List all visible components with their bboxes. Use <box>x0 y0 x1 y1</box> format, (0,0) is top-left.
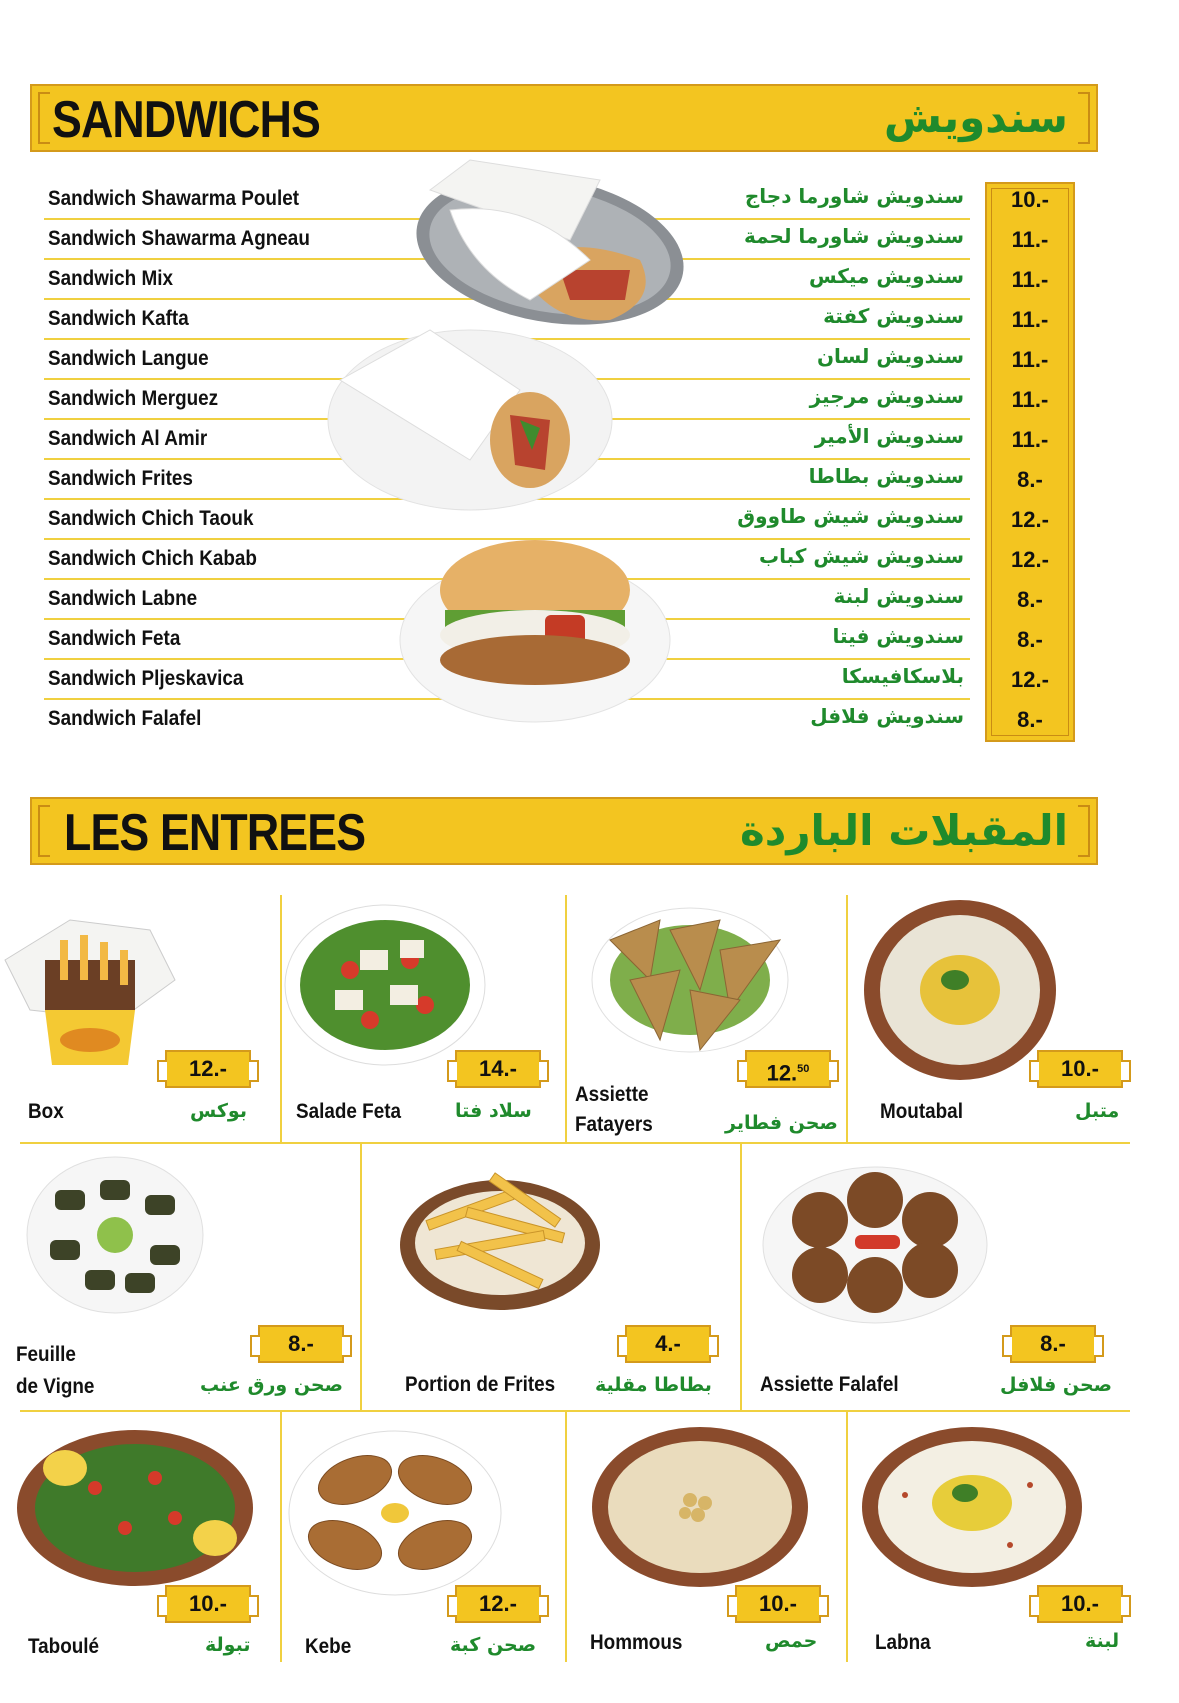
wrap-sandwich-plate-image <box>320 320 620 520</box>
item-name: Labna <box>875 1631 931 1654</box>
item-name: Sandwich Chich Kabab <box>48 547 257 570</box>
falafel-image <box>760 1160 990 1325</box>
item-name-arabic: بلاسكافيسكا <box>841 664 964 688</box>
item-name: Assiette Falafel <box>760 1373 899 1396</box>
price-tag: 4.- <box>625 1325 711 1363</box>
sandwichs-title: SANDWICHS <box>52 91 321 149</box>
item-name-arabic: سندويش مرجيز <box>809 384 964 408</box>
item-price: 8.- <box>1017 707 1043 732</box>
fatayers-image <box>590 900 790 1060</box>
item-name-arabic: بوكس <box>190 1100 247 1122</box>
item-name-arabic: صحن فلافل <box>1000 1374 1113 1396</box>
item-name-arabic: سندويش ميكس <box>808 264 964 288</box>
item-name: Sandwich Pljeskavica <box>48 667 244 690</box>
price-tag: 12.- <box>165 1050 251 1088</box>
item-name: Sandwich Frites <box>48 467 193 490</box>
price-tag: 10.- <box>735 1585 821 1623</box>
item-name-arabic: متبل <box>1075 1100 1120 1122</box>
item-name: Salade Feta <box>296 1100 402 1123</box>
item-name-arabic: لبنة <box>1085 1630 1120 1652</box>
item-name-arabic: سندويش شاورما لحمة <box>744 224 964 248</box>
item-name: Kebe <box>305 1635 352 1658</box>
hommous-image <box>590 1425 810 1590</box>
item-name: Box <box>28 1100 64 1123</box>
item-name-line2: de Vigne <box>16 1375 95 1398</box>
item-name-arabic: صحن كبة <box>450 1634 537 1656</box>
item-name-arabic: تبولة <box>205 1634 251 1656</box>
item-name-line1: Assiette <box>575 1083 649 1106</box>
price-main: 12. <box>766 1060 798 1086</box>
item-price: 11.- <box>1011 227 1049 252</box>
price-tag: 10.- <box>165 1585 251 1623</box>
item-name-arabic: سندويش بطاطا <box>808 464 964 488</box>
price-cents: 50 <box>797 1063 810 1075</box>
price-tag: 12.- <box>455 1585 541 1623</box>
item-name: Sandwich Kafta <box>48 307 189 330</box>
item-name-arabic: حمص <box>765 1630 818 1652</box>
item-price: 8.- <box>1017 467 1043 492</box>
sandwichs-banner <box>30 84 1098 152</box>
grid-divider <box>565 1412 567 1662</box>
item-name: Sandwich Labne <box>48 587 198 610</box>
burger-plate-image <box>395 530 675 730</box>
item-name: Sandwich Shawarma Agneau <box>48 227 310 250</box>
item-price: 8.- <box>1017 587 1043 612</box>
labna-image <box>860 1425 1085 1590</box>
item-name-line1: Feuille <box>16 1343 76 1366</box>
item-price: 11.- <box>1011 347 1049 372</box>
frites-image <box>395 1165 605 1315</box>
grid-divider <box>20 1410 1130 1412</box>
item-price: 11.- <box>1011 267 1049 292</box>
item-name: Sandwich Merguez <box>48 387 219 410</box>
item-name: Sandwich Shawarma Poulet <box>48 187 300 210</box>
item-name: Sandwich Feta <box>48 627 181 650</box>
grid-divider <box>740 1144 742 1410</box>
item-name: Sandwich Al Amir <box>48 427 208 450</box>
item-name: Taboulé <box>28 1635 100 1658</box>
item-name: Moutabal <box>880 1100 963 1123</box>
price-tag: 10.- <box>1037 1585 1123 1623</box>
item-price: 11.- <box>1011 387 1049 412</box>
price-tag: 10.- <box>1037 1050 1123 1088</box>
grid-divider <box>565 895 567 1142</box>
item-price: 11.- <box>1011 427 1049 452</box>
item-price: 11.- <box>1011 307 1049 332</box>
grid-divider <box>846 1412 848 1662</box>
item-name-line2: Fatayers <box>575 1113 653 1136</box>
item-name: Sandwich Langue <box>48 347 209 370</box>
item-name-arabic: سلاد فتا <box>455 1100 532 1122</box>
item-name-arabic: سندويش لبنة <box>833 584 964 608</box>
grid-divider <box>846 895 848 1142</box>
sandwichs-title-arabic: سندويش <box>884 93 1068 142</box>
item-name-arabic: صحن فطاير <box>725 1112 838 1134</box>
item-name: Portion de Frites <box>405 1373 556 1396</box>
entrees-title: LES ENTREES <box>64 804 366 862</box>
item-name-arabic: سندويش شيش طاووق <box>737 504 964 528</box>
item-name-arabic: سندويش فيتا <box>832 624 964 648</box>
price-tag: 8.- <box>258 1325 344 1363</box>
taboule-image <box>15 1428 255 1588</box>
item-name: Hommous <box>590 1631 683 1654</box>
entrees-banner <box>30 797 1098 865</box>
item-name: Sandwich Mix <box>48 267 173 290</box>
feuille-de-vigne-image <box>25 1155 205 1315</box>
item-name-arabic: صحن ورق عنب <box>200 1374 343 1396</box>
item-name-arabic: سندويش كفتة <box>823 304 964 328</box>
item-name-arabic: سندويش الأمير <box>814 424 964 448</box>
kebe-image <box>285 1425 505 1600</box>
price-tag <box>745 1050 831 1088</box>
item-name-arabic: سندويش شيش كباب <box>758 544 964 568</box>
item-name: Sandwich Chich Taouk <box>48 507 254 530</box>
box-fries-image <box>0 900 180 1070</box>
item-name-arabic: بطاطا مقلية <box>595 1374 712 1396</box>
item-name: Sandwich Falafel <box>48 707 202 730</box>
item-price: 8.- <box>1017 627 1043 652</box>
shawarma-wrap-plate-image <box>410 150 690 340</box>
grid-divider <box>20 1142 1130 1144</box>
item-price: 12.- <box>1011 507 1049 532</box>
item-price: 10.- <box>1011 187 1049 212</box>
entrees-title-arabic: المقبلات الباردة <box>739 806 1068 855</box>
item-name-arabic: سندويش لسان <box>816 344 964 368</box>
item-price: 12.- <box>1011 547 1049 572</box>
moutabal-image <box>860 895 1060 1085</box>
price-tag: 14.- <box>455 1050 541 1088</box>
item-name-arabic: سندويش فلافل <box>810 704 964 728</box>
salade-feta-image <box>280 900 490 1070</box>
item-name-arabic: سندويش شاورما دجاج <box>744 184 964 208</box>
item-price: 12.- <box>1011 667 1049 692</box>
price-tag: 8.- <box>1010 1325 1096 1363</box>
grid-divider <box>280 1412 282 1662</box>
grid-divider <box>360 1144 362 1410</box>
